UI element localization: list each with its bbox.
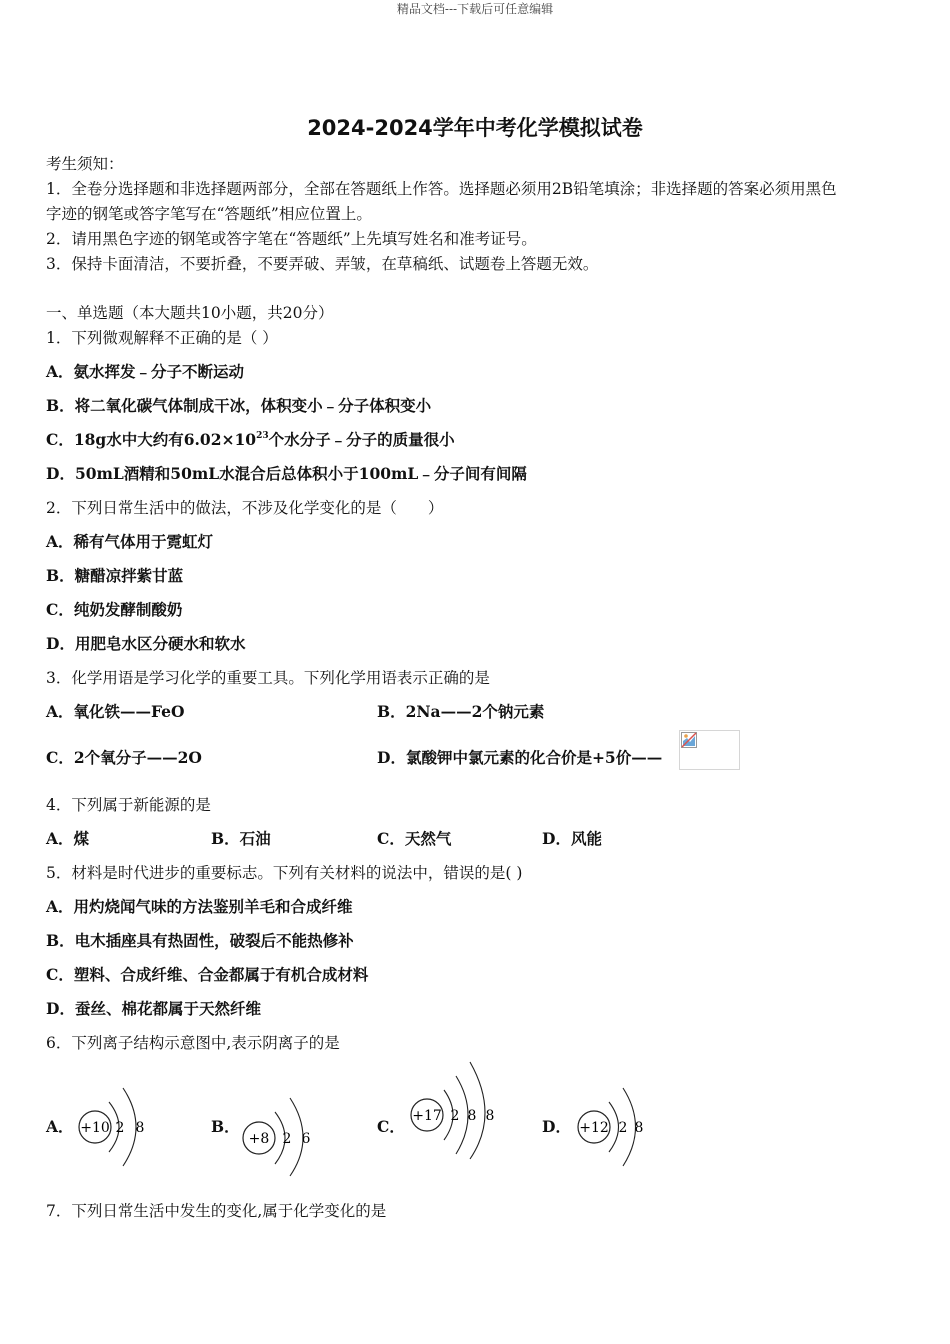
notice-heading: 考生须知： [46,155,124,173]
notice-item: 3．保持卡面清洁，不要折叠，不要弄破、弄皱，在草稿纸、试题卷上答题无效。 [46,255,599,273]
shell-electrons: 8 [634,1120,644,1136]
question-6-option-b-label: B． [211,1117,240,1136]
question-3-stem: 3．化学用语是学习化学的重要工具。下列化学用语表示正确的是 [46,669,490,687]
section-heading: 一、单选题（本大题共10小题，共20分） [46,304,334,322]
shell-electrons: 8 [135,1120,145,1136]
question-1-option-a: A．氨水挥发﹣分子不断运动 [46,362,245,381]
question-7-stem: 7．下列日常生活中发生的变化,属于化学变化的是 [46,1202,387,1220]
question-5-option-b: B．电木插座具有热固性，破裂后不能热修补 [46,931,354,950]
shell-electrons: 6 [301,1131,311,1147]
question-4-option-a: A．煤 [46,829,90,848]
page-title: 2024-2024学年中考化学模拟试卷 [307,116,643,140]
question-2-option-a: A．稀有气体用于霓虹灯 [46,532,214,551]
question-5-option-a: A．用灼烧闻气味的方法鉴别羊毛和合成纤维 [46,897,353,916]
question-5-option-c: C．塑料、合成纤维、合金都属于有机合成材料 [46,965,369,984]
question-6-stem: 6．下列离子结构示意图中,表示阴离子的是 [46,1034,340,1052]
question-5-stem: 5．材料是时代进步的重要标志。下列有关材料的说法中，错误的是( ) [46,864,523,882]
ion-diagram-a [74,1080,154,1170]
ion-diagram-d [572,1080,652,1170]
question-4-option-d: D．风能 [542,829,602,848]
broken-image-icon [681,732,697,748]
shell-electrons: 2 [115,1120,125,1136]
page-header: 精品文档---下载后可任意编辑 [396,2,554,16]
ion-diagram-b [240,1092,320,1178]
shell-electrons: 2 [282,1131,292,1147]
broken-image-placeholder [679,730,740,770]
nucleus-charge: +12 [579,1120,609,1136]
question-2-option-c: C．纯奶发酵制酸奶 [46,600,183,619]
question-6-option-a-label: A． [46,1117,74,1136]
question-5-option-d: D．蚕丝、棉花都属于天然纤维 [46,999,261,1018]
shell-electrons: 8 [485,1108,495,1124]
question-4-option-b: B．石油 [211,829,271,848]
question-3-option-c: C．2个氧分子——2O [46,748,202,767]
question-2-option-b: B．糖醋凉拌紫甘蓝 [46,566,184,585]
question-2-stem: 2．下列日常生活中的做法，不涉及化学变化的是（ ） [46,499,444,517]
question-1-option-b: B．将二氧化碳气体制成干冰，体积变小﹣分子体积变小 [46,396,432,415]
question-1-option-c [46,428,455,450]
question-3-option-b: B．2Na——2个钠元素 [377,702,545,721]
shell-electrons: 2 [618,1120,628,1136]
question-4-option-c: C．天然气 [377,829,452,848]
question-6-option-d-label: D． [542,1117,571,1136]
question-1-stem: 1．下列微观解释不正确的是（ ） [46,329,278,347]
shell-electrons: 2 [450,1108,460,1124]
shell-electrons: 8 [467,1108,477,1124]
nucleus-charge: +17 [412,1108,442,1124]
notice-item: 1．全卷分选择题和非选择题两部分，全部在答题纸上作答。选择题必须用2B铅笔填涂；非选择题的答案必须用黑色 [46,180,837,198]
notice-item: 2．请用黑色字迹的钢笔或答字笔在“答题纸”上先填写姓名和准考证号。 [46,230,537,248]
question-4-stem: 4．下列属于新能源的是 [46,796,211,814]
question-3-option-d: D．氯酸钾中氯元素的化合价是+5价—— [377,748,663,767]
question-6-option-c-label: C． [377,1117,405,1136]
nucleus-charge: +10 [80,1120,110,1136]
notice-item: 字迹的钢笔或答字笔写在“答题纸”相应位置上。 [46,205,372,223]
question-2-option-d: D．用肥皂水区分硬水和软水 [46,634,246,653]
option-c-text: C．18g水中大约有6.02×10 [46,430,257,449]
option-c-text-end: 个水分子﹣分子的质量很小 [268,430,455,449]
nucleus-charge: +8 [248,1131,270,1147]
exponent: 23 [256,431,269,441]
question-1-option-d: D．50mL酒精和50mL水混合后总体积小于100mL﹣分子间有间隔 [46,464,527,483]
question-3-option-a: A．氧化铁——FeO [46,702,185,721]
ion-diagram-c [406,1060,506,1160]
